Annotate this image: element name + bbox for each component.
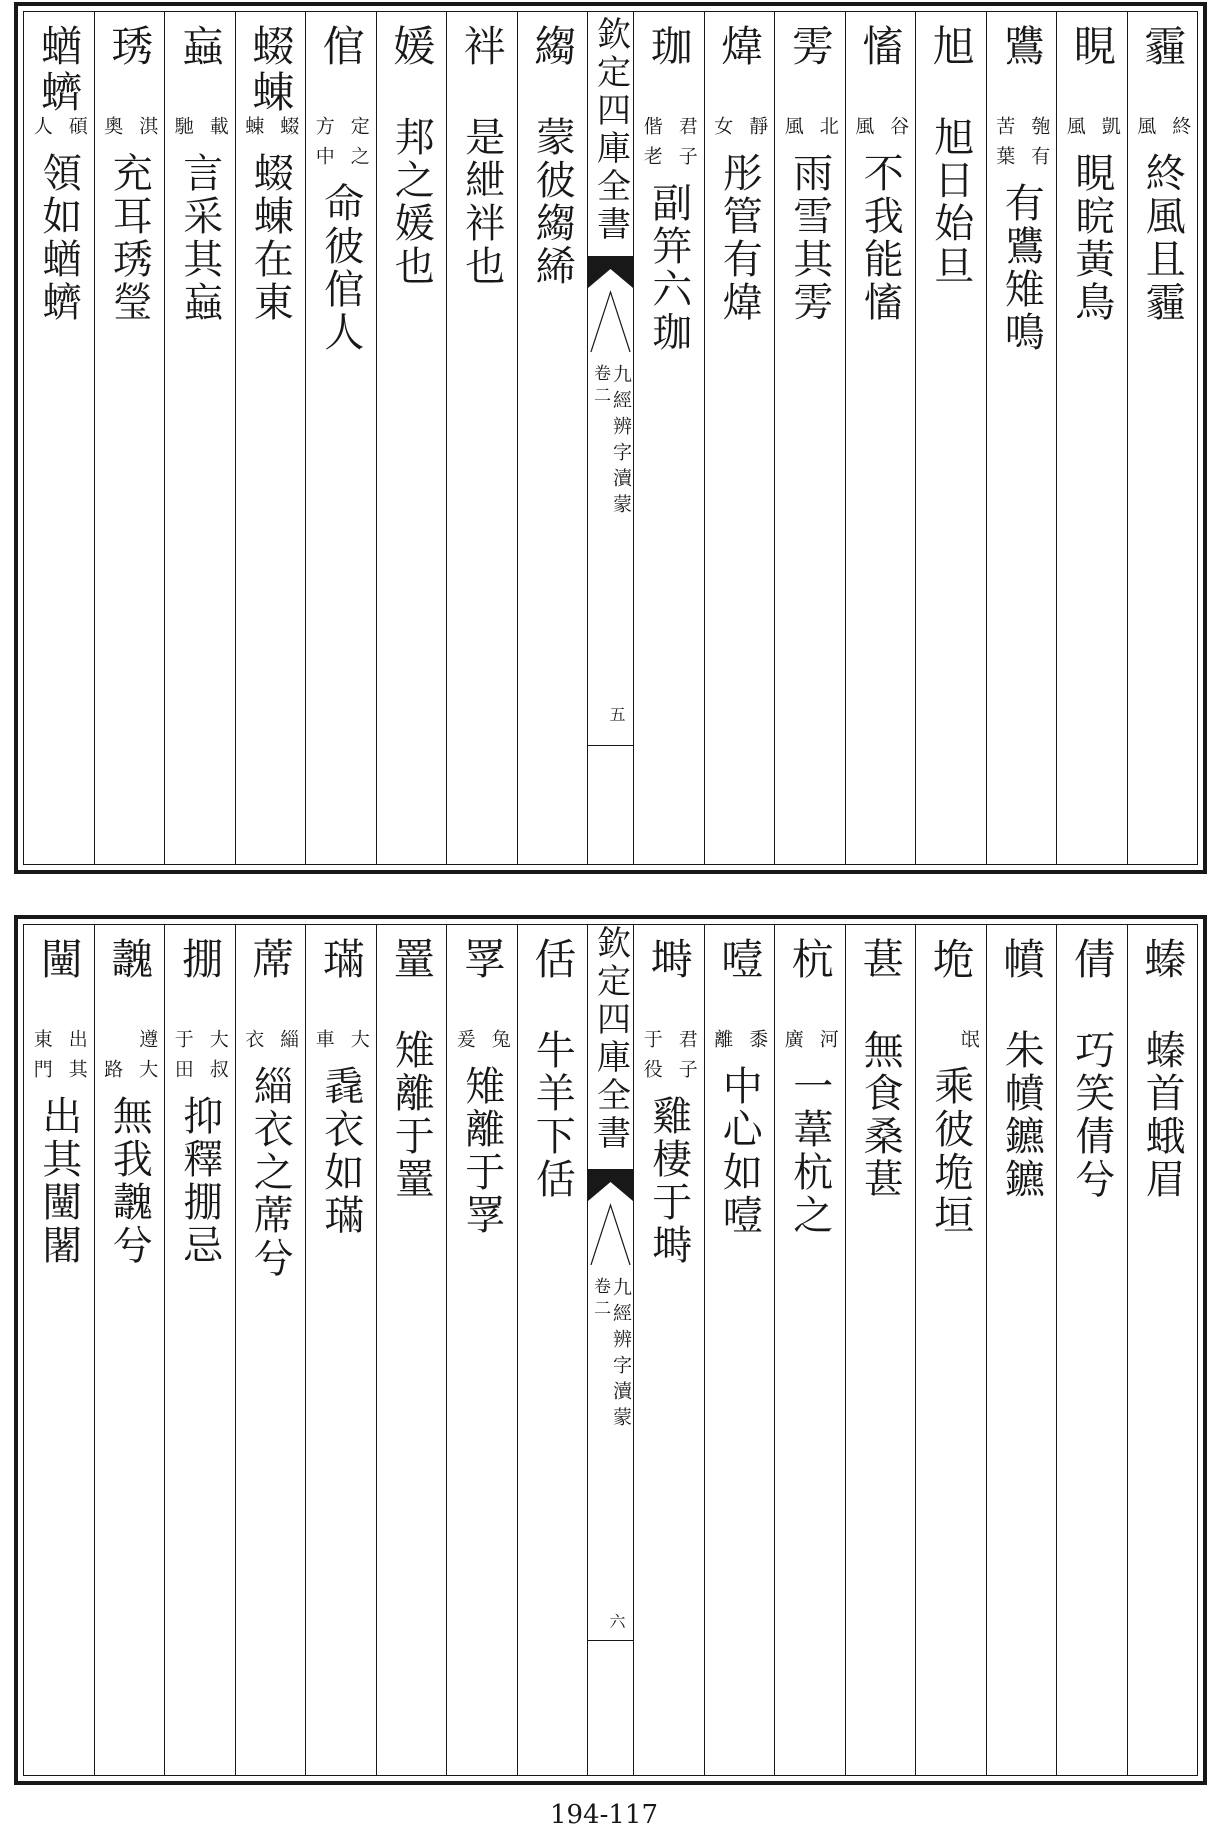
quotation-text: 雞棲于塒 (645, 1095, 692, 1267)
head-character: 縐 (528, 24, 578, 70)
series-title: 欽定四庫全書 (590, 925, 631, 1153)
entry-column (24, 12, 94, 864)
head-character: 螓 (1138, 937, 1188, 983)
source-annotation (242, 116, 300, 146)
fishtail-block (588, 1169, 633, 1201)
annotation-left-line: 爰 (453, 1029, 476, 1059)
entry-column (446, 925, 517, 1775)
head-character: 蝤蠐 (34, 24, 84, 116)
series-title: 欽定四庫全書 (590, 16, 631, 244)
folio-number: 六 (607, 1613, 626, 1629)
entry-column (915, 925, 986, 1775)
annotation-left-line: 風 (1134, 116, 1157, 146)
annotation-left-line: 東門 (30, 1029, 53, 1089)
entry-column (517, 12, 588, 864)
head-character: 蝱 (175, 24, 225, 70)
entry-column (845, 925, 916, 1775)
annotation-right-line: 定之 (347, 116, 370, 176)
head-character: 睍 (1067, 24, 1117, 70)
source-annotation (32, 1029, 86, 1089)
upper-folio-page (14, 2, 1207, 874)
entry-column (915, 12, 986, 864)
head-character: 慉 (856, 24, 906, 70)
quotation-text: 抑釋掤忌 (176, 1095, 223, 1267)
source-annotation (242, 1029, 300, 1059)
quotation-text: 朱幩鑣鑣 (998, 1029, 1045, 1201)
entry-column (376, 12, 447, 864)
entry-column (1127, 925, 1198, 1775)
head-character: 鷕 (997, 24, 1047, 70)
annotation-left-line: 路 (101, 1059, 124, 1089)
entry-column (633, 12, 704, 864)
annotation-left-line: 蝀 (242, 116, 265, 146)
quotation-text: 副笄六珈 (645, 182, 692, 354)
annotation-left-line: 風 (781, 116, 804, 146)
quotation-text: 中心如噎 (716, 1065, 763, 1237)
quotation-text: 雨雪其雱 (786, 152, 833, 324)
source-annotation (642, 116, 696, 176)
head-character: 霾 (1138, 24, 1188, 70)
annotation-left-line: 馳 (171, 116, 194, 146)
head-character: 罦 (457, 937, 507, 983)
entry-column (235, 925, 306, 1775)
head-character: 掤 (175, 937, 225, 983)
annotation-right-line: 谷 (887, 116, 910, 146)
source-annotation (711, 1029, 769, 1059)
annotation-left-line: 苦葉 (993, 116, 1016, 176)
quotation-text: 邦之媛也 (388, 116, 435, 288)
entry-column (446, 12, 517, 864)
source-annotation (924, 1029, 978, 1059)
annotation-left-line: 車 (312, 1029, 335, 1059)
quotation-text: 牛羊下佸 (529, 1029, 576, 1201)
folio-rule (588, 1640, 633, 1641)
annotation-right-line: 兔 (488, 1029, 511, 1059)
page-frame (23, 924, 1198, 1776)
head-character: 魗 (105, 937, 155, 983)
entry-column (845, 12, 916, 864)
head-character: 煒 (715, 24, 765, 70)
head-character: 塒 (644, 937, 694, 983)
head-character: 垝 (926, 937, 976, 983)
annotation-right-line: 匏有 (1028, 116, 1051, 176)
quotation-text: 雉離于罦 (458, 1065, 505, 1237)
quotation-text: 巧笑倩兮 (1068, 1029, 1115, 1201)
lower-folio-page (14, 915, 1207, 1785)
quotation-text: 旭日始旦 (927, 116, 974, 288)
quotation-text: 領如蝤蠐 (35, 152, 82, 324)
entry-column (986, 12, 1057, 864)
quotation-text: 充耳琇瑩 (106, 152, 153, 324)
volume-label: 卷二 (590, 1277, 610, 1321)
quotation-text: 一葦杭之 (786, 1065, 833, 1237)
annotation-right-line: 大 (347, 1029, 370, 1059)
head-character: 葚 (856, 937, 906, 983)
entry-column (164, 925, 235, 1775)
source-annotation (711, 116, 769, 146)
head-character: 琇 (105, 24, 155, 70)
source-annotation (173, 1029, 227, 1089)
entry-column (774, 12, 845, 864)
entry-column (305, 925, 376, 1775)
quotation-text: 蒙彼縐絺 (529, 116, 576, 288)
fishtail-block (588, 256, 633, 288)
quotation-text: 毳衣如璊 (317, 1065, 364, 1237)
source-annotation (1065, 116, 1119, 146)
annotation-right-line: 氓 (957, 1029, 980, 1059)
annotation-right-line: 君子 (675, 116, 698, 176)
annotation-right-line: 河 (816, 1029, 839, 1059)
entry-column (986, 925, 1057, 1775)
head-character: 幩 (997, 937, 1047, 983)
quotation-text: 不我能慉 (857, 152, 904, 324)
source-annotation (314, 116, 368, 176)
annotation-right-line: 載 (206, 116, 229, 146)
annotation-left-line: 于田 (171, 1029, 194, 1089)
entry-column (305, 12, 376, 864)
source-annotation (101, 1029, 159, 1089)
entry-column (633, 925, 704, 1775)
source-annotation (993, 116, 1051, 176)
quotation-text: 出其闉闍 (35, 1095, 82, 1267)
annotation-left-line: 風 (1063, 116, 1086, 146)
quotation-text: 彤管有煒 (716, 152, 763, 324)
source-annotation (642, 1029, 696, 1089)
quotation-text: 有鷕雉鳴 (998, 182, 1045, 354)
entry-column (704, 925, 775, 1775)
quotation-text: 無食桑葚 (857, 1029, 904, 1201)
entry-column (94, 925, 165, 1775)
folio-number: 五 (607, 706, 626, 722)
annotation-right-line: 淇 (136, 116, 159, 146)
head-character: 蝃蝀 (246, 24, 296, 116)
fishtail-outline (591, 292, 630, 352)
volume-label: 卷二 (590, 364, 610, 408)
source-annotation (1134, 116, 1192, 146)
annotation-right-line: 黍 (746, 1029, 769, 1059)
fishtail-mark (588, 1169, 633, 1269)
source-annotation (783, 116, 837, 146)
folio-rule (588, 745, 633, 746)
head-character: 媛 (387, 24, 437, 70)
source-annotation (32, 116, 86, 146)
source-annotation (455, 1029, 509, 1059)
head-character: 罿 (387, 937, 437, 983)
head-character: 蓆 (246, 937, 296, 983)
head-character: 佸 (528, 937, 578, 983)
quotation-text: 螓首蛾眉 (1139, 1029, 1186, 1201)
fishtail-outline (591, 1205, 630, 1265)
annotation-left-line: 奧 (101, 116, 124, 146)
annotation-left-line: 方中 (312, 116, 335, 176)
annotation-right-line: 大叔 (206, 1029, 229, 1089)
head-character: 旭 (926, 24, 976, 70)
page-frame (23, 11, 1198, 865)
quotation-text: 睍睆黃鳥 (1068, 152, 1115, 324)
entry-column (164, 12, 235, 864)
annotation-right-line: 緇 (277, 1029, 300, 1059)
entry-column (774, 925, 845, 1775)
entry-column (376, 925, 447, 1775)
entry-column (94, 12, 165, 864)
quotation-text: 乘彼垝垣 (927, 1065, 974, 1237)
head-character: 璊 (316, 937, 366, 983)
source-annotation (783, 1029, 837, 1059)
page-number: 194-117 (549, 1800, 659, 1830)
annotation-right-line: 終 (1169, 116, 1192, 146)
head-character: 雱 (785, 24, 835, 70)
quotation-text: 終風且霾 (1139, 152, 1186, 324)
quotation-text: 雉離于罿 (388, 1029, 435, 1201)
source-annotation (173, 116, 227, 146)
head-character: 噎 (715, 937, 765, 983)
annotation-right-line: 碩 (65, 116, 88, 146)
center-banner (587, 12, 633, 864)
annotation-right-line: 君子 (675, 1029, 698, 1089)
annotation-right-line: 靜 (746, 116, 769, 146)
fishtail-mark (588, 256, 633, 356)
annotation-right-line: 北 (816, 116, 839, 146)
entry-column (1127, 12, 1198, 864)
entry-column (24, 925, 94, 1775)
annotation-right-line: 蝃 (277, 116, 300, 146)
entry-column (517, 925, 588, 1775)
source-annotation (314, 1029, 368, 1059)
head-character: 倌 (316, 24, 366, 70)
annotation-left-line: 風 (852, 116, 875, 146)
annotation-right-line: 出其 (65, 1029, 88, 1089)
source-annotation (101, 116, 159, 146)
quotation-text: 無我魗兮 (106, 1095, 153, 1267)
head-character: 倩 (1067, 937, 1117, 983)
annotation-left-line: 偕老 (640, 116, 663, 176)
annotation-left-line: 離 (711, 1029, 734, 1059)
annotation-left-line: 人 (30, 116, 53, 146)
center-banner (587, 925, 633, 1775)
annotation-right-line: 凱 (1098, 116, 1121, 146)
head-character: 杭 (785, 937, 835, 983)
annotation-right-line: 遵大 (136, 1029, 159, 1089)
book-title: 九經辨字瀆蒙 (610, 364, 632, 520)
quotation-text: 命彼倌人 (317, 182, 364, 354)
annotation-left-line: 衣 (242, 1029, 265, 1059)
source-annotation (852, 116, 910, 146)
head-character: 闉 (34, 937, 84, 983)
book-title: 九經辨字瀆蒙 (610, 1277, 632, 1433)
quotation-text: 緇衣之蓆兮 (247, 1065, 294, 1280)
entry-column (1056, 12, 1127, 864)
quotation-text: 蝃蝀在東 (247, 152, 294, 324)
annotation-left-line: 女 (711, 116, 734, 146)
quotation-text: 言采其蝱 (176, 152, 223, 324)
annotation-left-line: 于役 (640, 1029, 663, 1089)
entry-column (235, 12, 306, 864)
entry-column (704, 12, 775, 864)
entry-column (1056, 925, 1127, 1775)
head-character: 袢 (457, 24, 507, 70)
head-character: 珈 (644, 24, 694, 70)
annotation-left-line: 廣 (781, 1029, 804, 1059)
quotation-text: 是紲袢也 (458, 116, 505, 288)
